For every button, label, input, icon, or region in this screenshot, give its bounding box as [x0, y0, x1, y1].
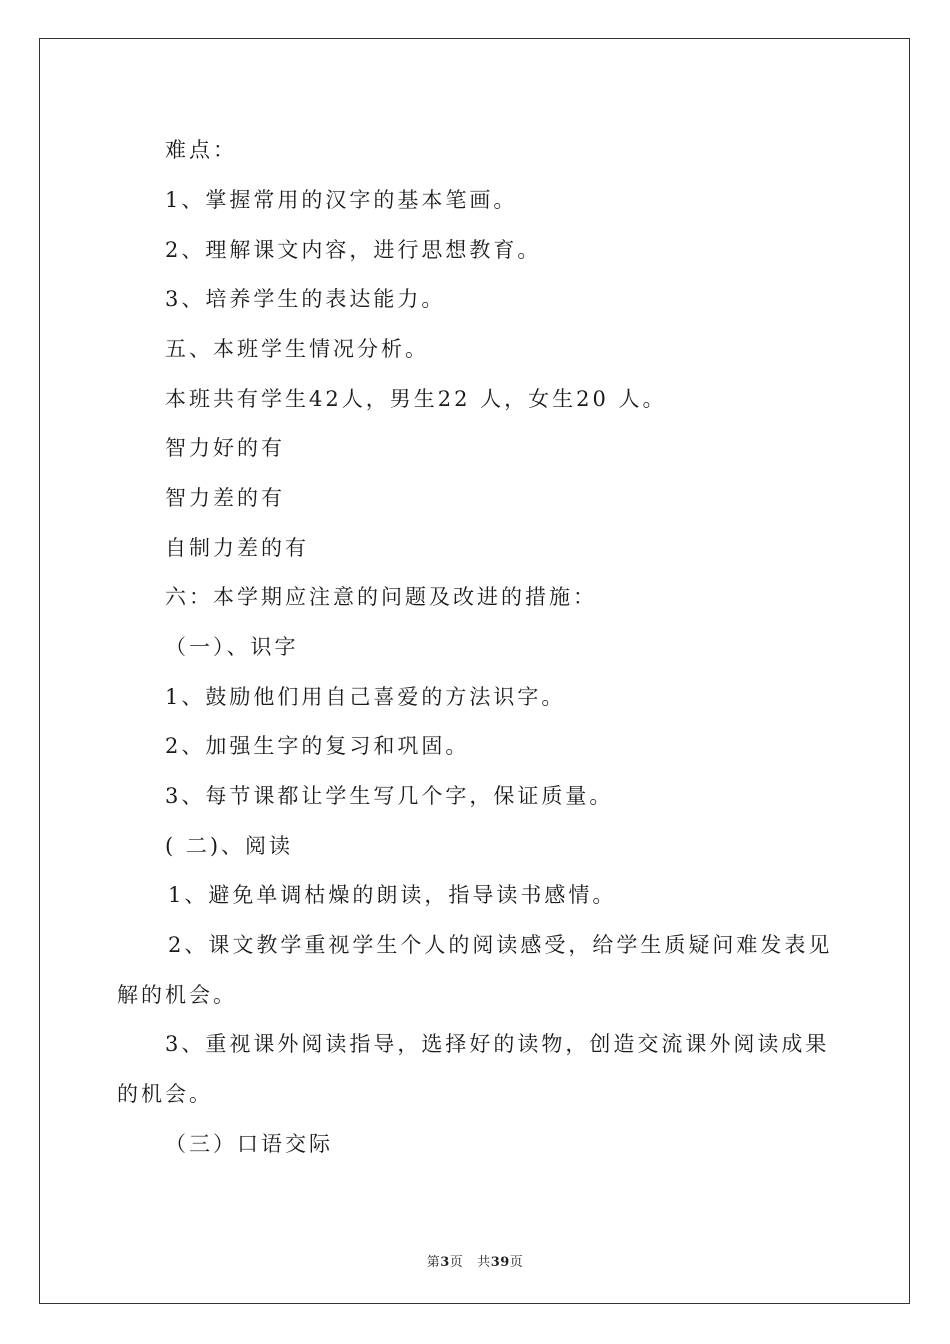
footer-total-prefix: 共	[477, 1255, 491, 1270]
text-line: 自制力差的有	[165, 536, 309, 560]
footer-page-number: 3	[440, 1255, 450, 1270]
subsection-heading: （一）、识字	[165, 635, 299, 659]
footer-total-suffix: 页	[509, 1255, 524, 1270]
text-line: 1、掌握常用的汉字的基本笔画。	[165, 188, 518, 212]
section-heading: 六：本学期应注意的问题及改进的措施：	[165, 585, 597, 609]
text-line: 3、重视课外阅读指导，选择好的读物，创造交流课外阅读成果	[165, 1032, 830, 1056]
text-line: 难点：	[165, 138, 237, 162]
text-line: 3、培养学生的表达能力。	[165, 287, 446, 311]
text-line: 本班共有学生42人，男生22 人，女生20 人。	[165, 387, 667, 411]
text-line: 的机会。	[117, 1082, 213, 1106]
footer-page-suffix: 页	[449, 1255, 464, 1270]
page-frame	[39, 38, 910, 1304]
page-footer	[0, 1251, 950, 1270]
subsection-heading: （三）口语交际	[165, 1132, 333, 1156]
text-line: 解的机会。	[117, 983, 237, 1007]
footer-total-pages: 39	[490, 1255, 510, 1270]
text-line: 1、避免单调枯燥的朗读，指导读书感情。	[168, 883, 617, 907]
text-line: 3、每节课都让学生写几个字，保证质量。	[165, 784, 614, 808]
subsection-heading: ( 二)、阅读	[165, 834, 294, 858]
text-line: 智力差的有	[165, 486, 285, 510]
text-line: 1、鼓励他们用自己喜爱的方法识字。	[165, 685, 566, 709]
footer-page-prefix: 第	[426, 1255, 441, 1270]
section-heading: 五、本班学生情况分析。	[165, 337, 429, 361]
text-line: 2、课文教学重视学生个人的阅读感受，给学生质疑问难发表见	[168, 933, 833, 957]
text-line: 2、加强生字的复习和巩固。	[165, 734, 470, 758]
text-line: 智力好的有	[165, 436, 285, 460]
text-line: 2、理解课文内容，进行思想教育。	[165, 238, 542, 262]
